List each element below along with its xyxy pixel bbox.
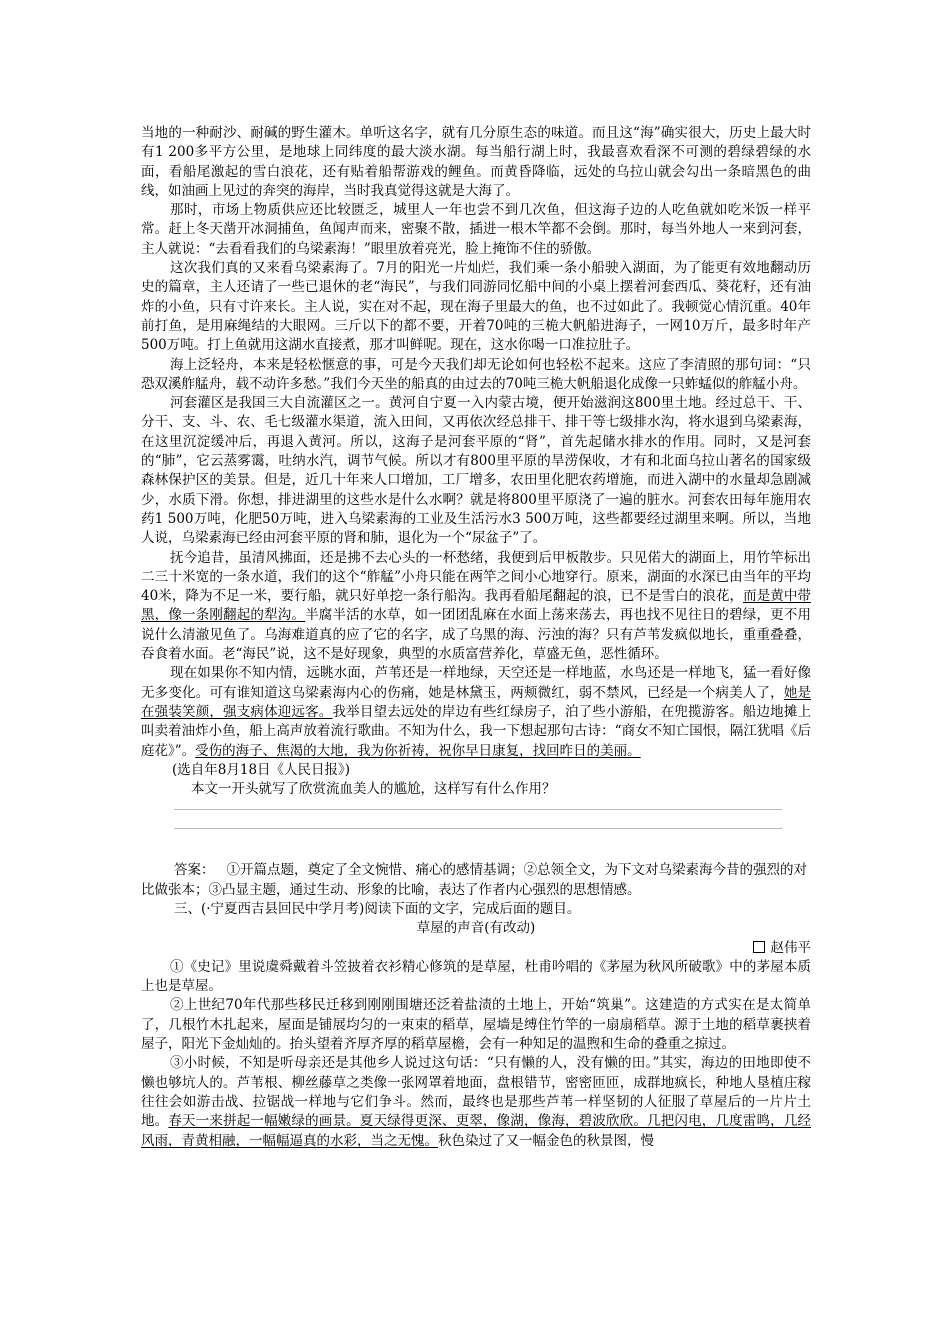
checkbox-square-icon: [753, 941, 765, 953]
article-paragraph-6: [141, 549, 811, 665]
answer-block: [141, 861, 811, 900]
document-page: [141, 124, 811, 1151]
article-paragraph-2: ②上世纪70年代那些移民迁移到刚刚围塘还泛着盐渍的土地上，开始“筑巢”。这建造的方式实在是太简单了，几根竹木扎起来，屋面是铺展均匀的一束束的稻草，屋墙是缚住竹竿的一扇扇稻草。源于土地的稻草裹挟着屋子，阳光下金灿灿的。抬头望着齐厚齐厚的稻草屋檐，会有一种知足的温煦和生命的叠重之掠过。: [141, 997, 811, 1053]
question-text: 本文一开头就写了欣赏流血美人的尴尬，这样写有什么作用？: [191, 781, 556, 798]
paragraph-text: 抚今追昔，虽清风拂面，还是拂不去心头的一杯愁绪，我便到后甲板散步。只见偌大的湖面上，用竹竿标出二三十米宽的一条水道，我们的这个“舴艋”小舟只能在两竿之间小心地穿行。原来，湖面的水深已由当年的平均40米，降为不足一米，要行船，就只好单挖一条行船沟。我再看船尾翻起的浪，已不是雪白的浪花，: [141, 549, 811, 605]
paragraph-text: ③小时候，不知是听母亲还是其他乡人说过这句话：“只有懒的人，没有懒的田。”其实，海边的田地即使不懒也够坑人的。芦苇根、柳丝藤草之类像一张网罩着地面，盘根错节，密密匝匝，成群地疯长，种地人垦植庄稼往往会如游击战、拉锯战一样地与它们争斗。然而，最终也是那些芦苇一样坚韧的人征服了草屋后的一片片土地。: [141, 1055, 811, 1130]
paragraph-text: 秋色染过了又一幅金色的秋景图，慢: [438, 1132, 654, 1149]
author-name: 赵伟平: [770, 939, 811, 956]
article-author: [141, 939, 811, 958]
article-paragraph-1: 当地的一种耐沙、耐碱的野生灌木。单听这名字，就有几分原生态的味道。而且这“海”确实很大，历史上最大时有1 200多平方公里，是地球上同纬度的最大淡水湖。每当船行湖上时，我最喜欢看深不可测的碧绿碧绿的水面，看船尾激起的雪白浪花，还有贴着船帮游戏的鲤鱼。而黄昏降临，远处的乌拉山就会勾出一条暗黑色的曲线，如油画上见过的奔突的海岸，当时我真觉得这就是大海了。: [141, 125, 811, 199]
article-source: (选自年8月18日《人民日报》): [172, 761, 351, 778]
paragraph-text: 半腐半活的水草，如一团团乱麻在水面上荡来荡去，再也找不见往日的碧绿，更不用说什么清澈见鱼了。乌海难道真的应了它的名字，成了乌黑的海、污浊的海？只有芦苇发疯似地长，重重叠叠，吞食着水面。老“海民”说，这不是好现象，典型的水质富营养化，草盛无鱼，恶性循环。: [141, 607, 811, 663]
paragraph-text: 我举目望去远处的岸边有些红绿房子，泊了些小游船，在兜揽游客。船边地摊上叫卖着油炸小鱼，船上高声放着流行歌曲。不知为什么，我一下想起那句古诗：“商女不知亡国恨，隔江犹唱《后庭花》”。: [141, 703, 812, 759]
section-heading: 三、(·宁夏西吉县回民中学月考)阅读下面的文字，完成后面的题目。: [174, 900, 581, 917]
article-title: 草屋的声音(有改动): [416, 920, 536, 937]
answer-text: ①开篇点题，奠定了全文惋惜、痛心的感情基调；②总领全文，为下文对乌梁素海今昔的强烈的对比做张本；③凸显主题，通过生动、形象的比喻，表达了作者内心强烈的思想情感。: [141, 862, 807, 898]
underlined-sentence: 春天一来拼起一幅嫩绿的画景。夏天绿得更深、更翠，像湖，像海，碧波欣欣。几把闪电，几度雷鸣，几经风雨，青黄相融，一幅幅逼真的水彩，当之无愧。: [141, 1113, 812, 1149]
article-paragraph-5: 河套灌区是我国三大自流灌区之一。黄河自宁夏一入内蒙古境，便开始滋润这800里土地。经过总干、干、分干、支、斗、农、毛七级灌水渠道，流入田间，又再依次经总排干、排干等七级排水沟，将水退到乌梁素海，在这里沉淀缓冲后，再退入黄河。所以，这海子是河套平原的“肾”，首先起储水排水的作用。同时，又是河套的“肺”，它云蒸雾霭，吐纳水汽，调节气候。所以才有800里平原的旱涝保收，才有和北面乌拉山著名的国家级森林保护区的美景。但是，近几十年来人口增加，工厂增多，农田里化肥农药增施，而进入湖中的水量却急剧减少，水质下滑。你想，排进湖里的这些水是什么水啊？就是将800里平原浇了一遍的脏水。河套农田每年施用农药1 500万吨，化肥50万吨，进入乌梁素海的工业及生活污水3 500万吨，这些都要经过湖里来啊。所以，当地人说，乌梁素海已经由河套平原的肾和肺，退化为一个“尿盆子”了。: [141, 395, 811, 547]
answer-label: 答案：: [174, 862, 215, 879]
underlined-sentence: 她是在强装笑颜，强支病体迎远客。: [141, 684, 812, 720]
article-paragraph-2: 那时，市场上物质供应还比较匮乏，城里人一年也尝不到几次鱼，但这海子边的人吃鱼就如吃米饭一样平常。赶上冬天凿开冰洞捕鱼，鱼闻声而来，密聚不散，插进一根木竿都不会倒。那时，每当外地人一来到河套，主人就说：“去看看我们的乌梁素海！”眼里放着亮光，脸上掩饰不住的骄傲。: [141, 202, 811, 257]
article-paragraph-3: [141, 1054, 811, 1150]
article-paragraph-4: 海上泛轻舟，本来是轻松惬意的事，可是今天我们却无论如何也轻松不起来。这应了李清照的那句词：“只恐双溪舴艋舟，载不动许多愁。”我们今天坐的船真的由过去的70吨三桅大帆船退化成像一只蚱蜢似的舴艋小舟。: [141, 356, 811, 392]
paragraph-text: 现在如果你不知内情，远眺水面，芦苇还是一样地绿，天空还是一样地蓝，水鸟还是一样地飞，猛一看好像无多变化。可有谁知道这乌梁素海内心的伤痛，她是林黛玉，两颊微红，弱不禁风，已经是一个病美人了，: [141, 665, 811, 701]
underlined-sentence: 而是黄中带黑，像一条刚翻起的犁沟。: [141, 588, 811, 624]
underlined-sentence: 受伤的海子、焦渴的大地，我为你祈祷，祝你早日康复，找回昨日的美丽。: [195, 742, 641, 759]
article-paragraph-3: 这次我们真的又来看乌梁素海了。7月的阳光一片灿烂，我们乘一条小船驶入湖面，为了能更有效地翻动历史的篇章，主人还请了一些已退休的老“海民”，与我们同游同忆船中间的小桌上摆着河套西瓜、葵花籽，还有油炸的小鱼，只有寸许来长。主人说，实在对不起，现在海子里最大的鱼，也不过如此了。我顿觉心情沉重。40年前打鱼，是用麻绳结的大眼网。三斤以下的都不要，开着70吨的三桅大帆船进海子，一网10万斤，最多时年产500万吨。打上鱼就用这湖水直接煮，那才叫鲜呢。现在，这水你喝一口准拉肚子。: [141, 260, 811, 354]
article-paragraph-1: ①《史记》里说虞舜戴着斗笠披着衣衫精心修筑的是草屋，杜甫吟唱的《茅屋为秋风所破歌》中的茅屋本质上也是草屋。: [141, 958, 811, 995]
article-paragraph-7: [141, 664, 811, 760]
